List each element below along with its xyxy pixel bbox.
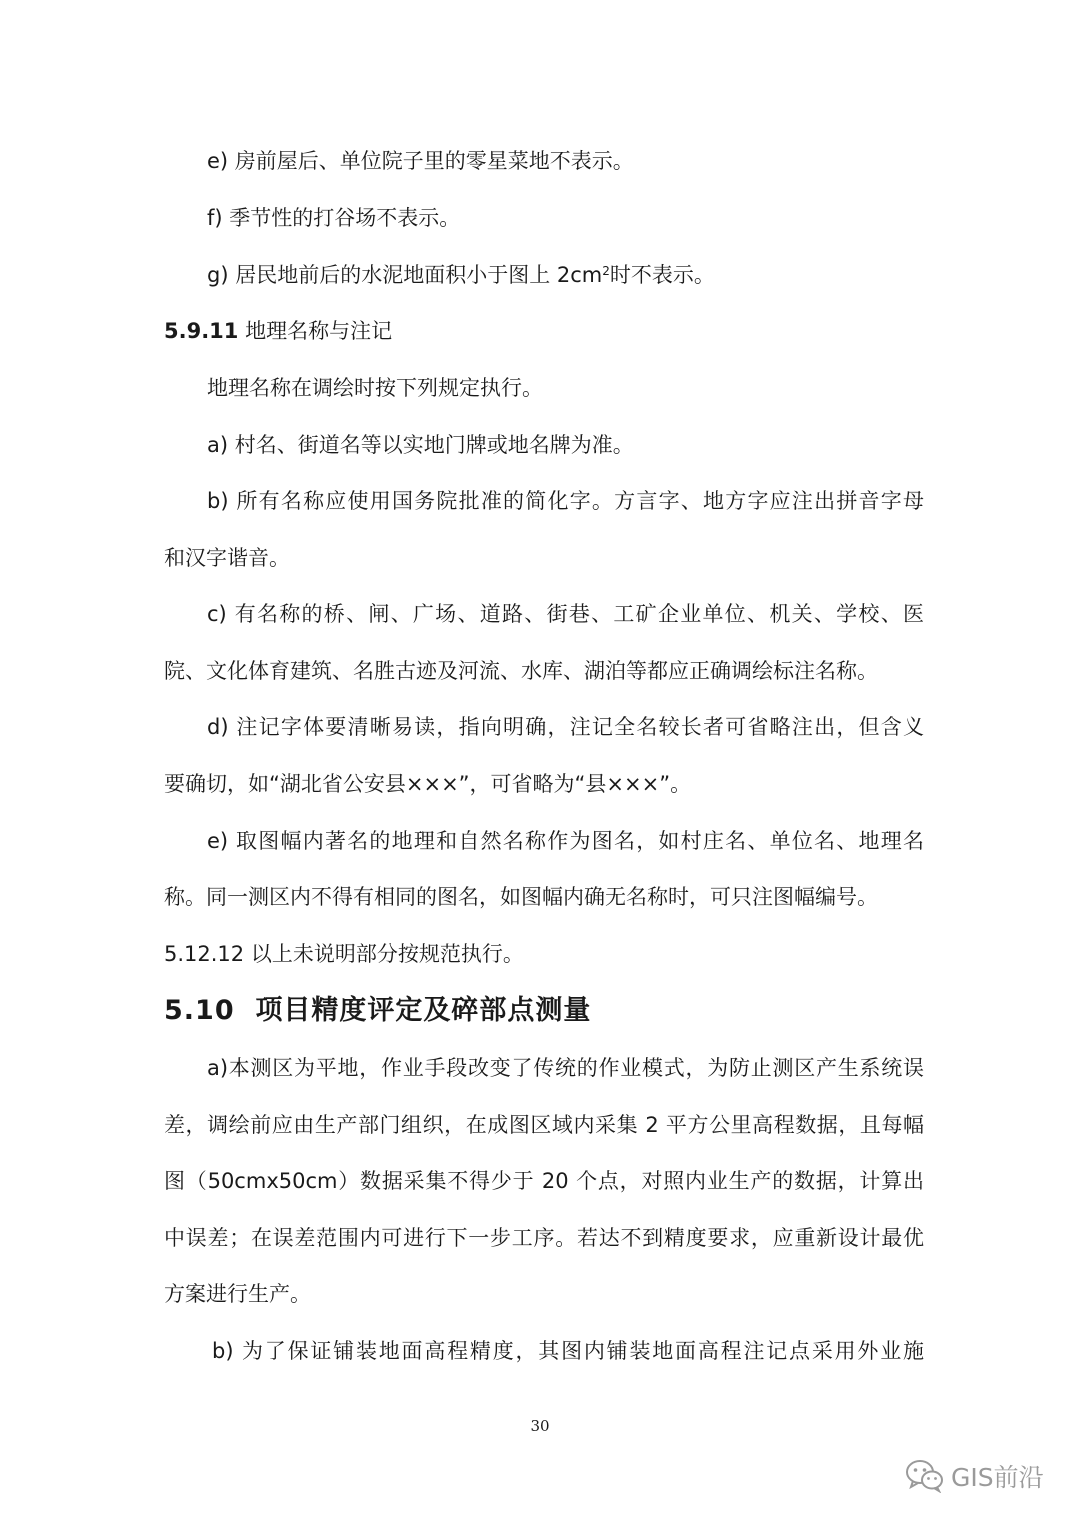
section-heading-5-9-11 [164, 316, 924, 346]
section-number: 5.9.11 [164, 319, 239, 343]
section-title: 地理名称与注记 [245, 319, 393, 343]
section-5-12-12: 5.12.12 以上未说明部分按规范执行。 [164, 942, 524, 966]
item-a-village-names: a) 村名、街道名等以实地门牌或地名牌为准。 [207, 433, 634, 457]
page-number: 30 [530, 1417, 550, 1435]
item-d-continuation: 要确切，如“湖北省公安县×××”，可省略为“县×××”。 [164, 772, 692, 796]
section-title: 项目精度评定及碎部点测量 [255, 995, 592, 1026]
item-c-continuation: 院、文化体育建筑、名胜古迹及河流、水库、湖泊等都应正确调绘标注名称。 [164, 659, 878, 683]
section-intro: 地理名称在调绘时按下列规定执行。 [207, 376, 543, 400]
item-e-continuation: 称。同一测区内不得有相同的图名，如图幅内确无名称时，可只注图幅编号。 [164, 885, 878, 909]
superscript: 2 [602, 264, 610, 278]
section-number: 5.10 [164, 995, 235, 1026]
item-b-continuation: 和汉字谐音。 [164, 546, 290, 570]
item-e-map-name: e) 取图幅内著名的地理和自然名称作为图名，如村庄名、单位名、地理名 [207, 829, 924, 853]
item-d-annotation-font: d) 注记字体要清晰易读，指向明确，注记全名较长者可省略注出，但含义 [207, 715, 924, 739]
para-a-line: 方案进行生产。 [164, 1282, 311, 1306]
para-a-line: 图（50cmx50cm）数据采集不得少于 20 个点，对照内业生产的数据，计算出 [164, 1169, 924, 1193]
item-f-threshing-ground: f) 季节性的打谷场不表示。 [207, 206, 461, 230]
para-b: b) 为了保证铺装地面高程精度，其图内铺装地面高程注记点采用外业施 [212, 1339, 924, 1363]
watermark [905, 1456, 1044, 1496]
item-b-simplified-chars: b) 所有名称应使用国务院批准的简化字。方言字、地方字应注出拼音字母 [207, 489, 924, 513]
item-g-cement-ground: g) 居民地前后的水泥地面积小于图上 $2cm^2$时不表示。 [207, 263, 715, 287]
para-a-line: a)本测区为平地，作业手段改变了传统的作业模式，为防止测区产生系统误 [207, 1056, 924, 1080]
wechat-icon [905, 1459, 945, 1493]
para-a-line: 差，调绘前应由生产部门组织，在成图区域内采集 2 平方公里高程数据，且每幅 [164, 1113, 924, 1137]
para-a-line: 中误差；在误差范围内可进行下一步工序。若达不到精度要求，应重新设计最优 [164, 1226, 924, 1250]
item-e-vegetable-plot: e) 房前屋后、单位院子里的零星菜地不表示。 [207, 149, 634, 173]
item-c-named-features: c) 有名称的桥、闸、广场、道路、街巷、工矿企业单位、机关、学校、医 [207, 602, 924, 626]
watermark-text: GIS前沿 [951, 1463, 1044, 1492]
section-heading-5-10 [164, 993, 591, 1029]
